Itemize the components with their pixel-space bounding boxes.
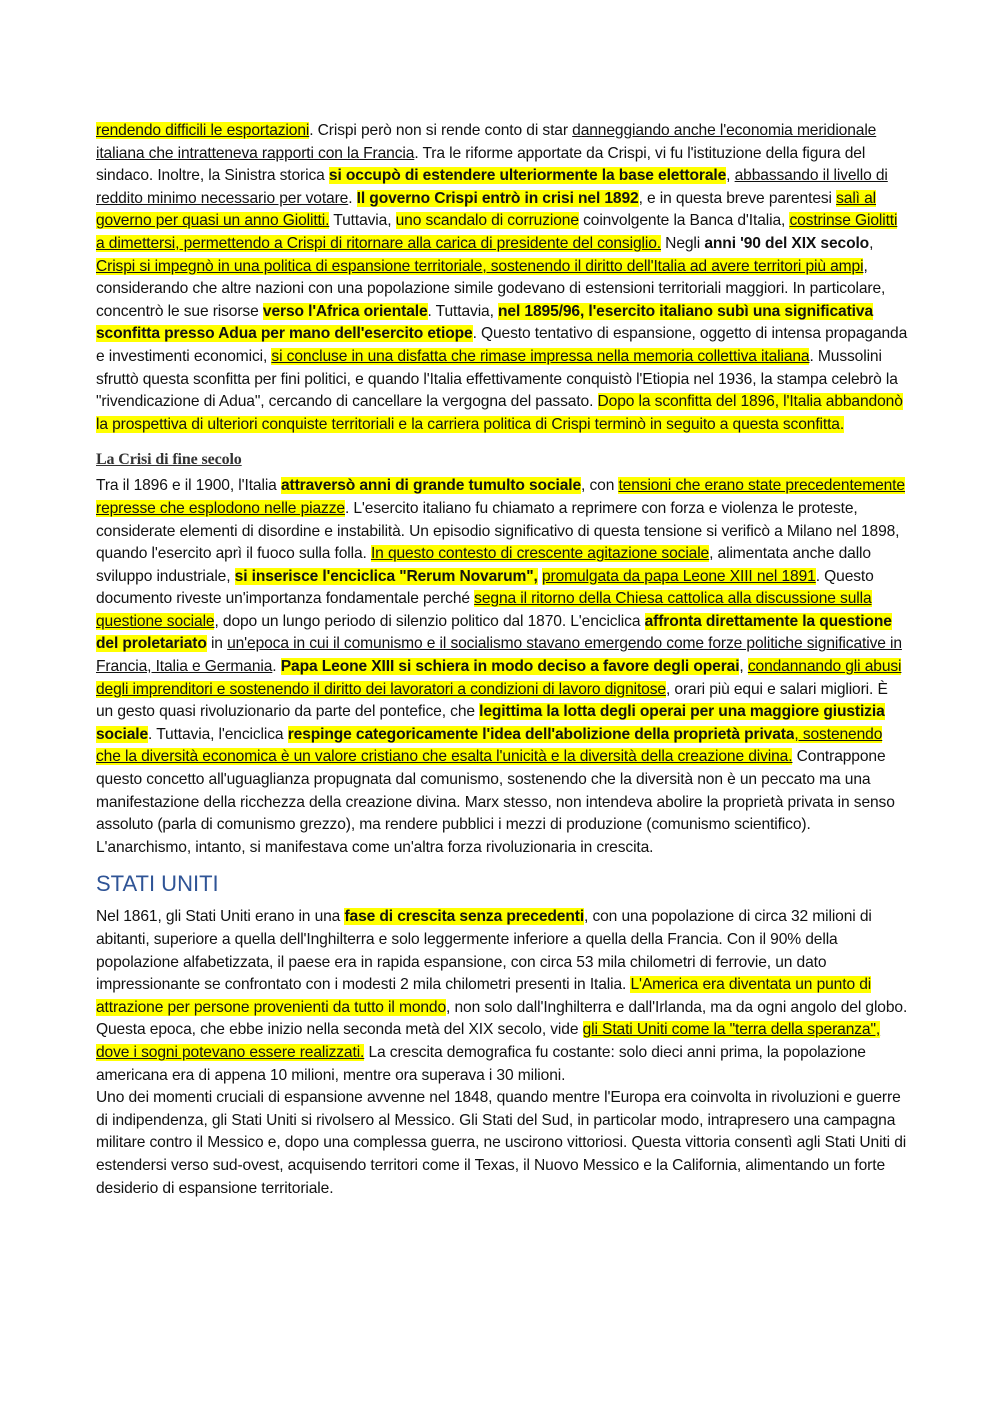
highlighted-text: promulgata da papa Leone XIII nel 1891 <box>541 567 816 585</box>
text: , considerando che altre nazioni con una popolazione simile godevano di estensioni territoriali maggiori. In particolare, concentrò le sue risorse <box>96 257 886 320</box>
text: . Mussolini sfruttò questa sconfitta per fini politici, e quando l'Italia effettivamente conquistò l'Etiopia nel 1936, la stampa celebrò la "rivendicazione di Adua", cercando di cancellare la vergogna del passato. <box>96 347 898 411</box>
text: Nel 1861, gli Stati Uniti erano in una <box>96 908 345 926</box>
highlighted-text: si concluse in una disfatta che rimase impressa nella memoria collettiva italiana <box>271 347 810 365</box>
paragraph-stati-uniti <box>96 906 908 1087</box>
highlighted-bold-text: respinge categoricamente l'idea dell'abolizione della proprietà privata <box>287 725 795 743</box>
highlighted-bold-text: si inserisce l'enciclica "Rerum Novarum", <box>234 567 538 585</box>
text: , e in questa breve parentesi <box>638 189 837 207</box>
highlighted-bold-text: affronta direttamente la questione del proletariato <box>96 612 892 653</box>
text: . Tra le riforme apportate da Crispi, vi fu l'istituzione della figura del sindaco. Inoltre, la Sinistra storica <box>96 144 866 185</box>
highlighted-text: tensioni che erano state precedentemente represse che esplodono nelle piazze <box>96 477 905 517</box>
text: . Tuttavia, <box>427 302 499 320</box>
text: Tuttavia, <box>329 212 396 230</box>
text: Contrappone questo concetto all'uguaglianza propugnata dal comunismo, sostenendo che la diversità non è un peccato ma una manifestazione della ricchezza della creazione divina. Marx stesso, non intendeva abolire la proprietà privata in senso assoluto (parla di comunismo grezzo), ma rendere pubblici i mezzi di produzione (comunismo scientifico). L'anarchismo, intanto, si manifestava come un'altra forza rivoluzionaria in crescita. <box>96 748 895 856</box>
underlined-text: danneggiando anche l'economia meridionale italiana che intratteneva rapporti con la Francia <box>96 122 877 162</box>
highlighted-text: , sostenendo che la diversità economica è un valore cristiano che esalta l'unicità e la diversità della creazione divina. <box>96 725 883 766</box>
highlighted-text: Dopo la sconfitta del 1896, l'Italia abbandonò la prospettiva di ulteriori conquiste territoriali e la carriera politica di Crispi terminò in seguito a questa sconfitta. <box>96 393 903 433</box>
highlighted-bold-text: Papa Leone XIII si schiera in modo deciso a favore degli operai <box>280 658 740 676</box>
highlighted-bold-text: attraversò anni di grande tumulto sociale <box>280 477 582 495</box>
highlighted-bold-text: legittima la lotta degli operai per una maggiore giustizia sociale <box>96 703 885 743</box>
text: Tra il 1896 e il 1900, l'Italia <box>96 477 281 495</box>
text: , <box>726 167 735 185</box>
underlined-text: un'epoca in cui il comunismo e il socialismo stavano emergendo come forze politiche significative in Francia, Italia e Germania <box>96 635 902 676</box>
text: , <box>869 234 874 252</box>
highlighted-bold-text: Il governo Crispi entrò in crisi nel 1892 <box>356 189 639 207</box>
text: , dopo un lungo periodo di silenzio politico dal 1870. L'enciclica <box>214 612 645 630</box>
text: La crescita demografica fu costante: solo dieci anni prima, la popolazione americana era di appena 10 milioni, mentre ora superava i 30 milioni. <box>96 1043 866 1084</box>
underlined-text: abbassando il livello di reddito minimo necessario per votare <box>96 167 888 207</box>
text: , con una popolazione di circa 32 milioni di abitanti, superiore a quella dell'Inghilterra e solo leggermente inferiore a quella della Francia. Con il 90% della popolazione alfabetizzata, il paese era in rapida espansione, con circa 53 mila chilometri di ferrovie, un dato impressionante se confrontato con i modesti 2 mila chilometri presenti in Italia. <box>96 908 872 994</box>
section-title-crisi: La Crisi di fine secolo <box>96 451 242 469</box>
highlighted-text: L'America era diventata un punto di attrazione per persone provenienti da tutto il mondo <box>96 976 872 1016</box>
highlighted-bold-text: verso l'Africa orientale <box>262 302 428 320</box>
highlighted-bold-text: fase di crescita senza precedenti <box>344 908 585 926</box>
text: , <box>739 658 748 676</box>
text: . L'esercito italiano fu chiamato a reprimere con forza e violenza le proteste, considerate elementi di disordine e instabilità. Un episodio significativo di questa tensione si verificò a Milano nel 1898, quando l'esercito aprì il fuoco sulla folla. <box>96 499 900 563</box>
paragraph-crisi <box>96 475 908 859</box>
text: . <box>348 189 357 207</box>
bold-text: anni '90 del XIX secolo <box>704 234 870 252</box>
text: Negli <box>660 234 705 252</box>
paragraph-messico: Uno dei momenti cruciali di espansione avvenne nel 1848, quando mentre l'Europa era coinvolta in rivoluzioni e guerre di indipendenza, gli Stati Uniti si rivolsero al Messico. Gli Stati del Sud, in particolar modo, intrapresero una campagna militare contro il Messico e, dopo una complessa guerra, ne uscirono vittoriosi. Questa vittoria consentì agli Stati Uniti di estendersi verso sud-ovest, acquisendo territori come il Texas, il Nuovo Messico e la California, alimentando un forte desiderio di espansione territoriale. <box>96 1089 907 1197</box>
text: , non solo dall'Inghilterra e dall'Irlanda, ma da ogni angolo del globo. Questa epoca, che ebbe inizio nella seconda metà del XIX secolo, vide <box>96 998 908 1039</box>
text: . Crispi però non si rende conto di star <box>309 122 573 139</box>
highlighted-text: Crispi si impegnò in una politica di espansione territoriale, sostenendo il diritto dell'Italia ad avere territori più ampi <box>96 257 864 275</box>
text: . Questo documento riveste un'importanza fondamentale perché <box>96 567 874 608</box>
text: . Questo tentativo di espansione, oggetto di intensa propaganda e investimenti economici, <box>96 325 908 365</box>
text: , con <box>581 477 619 495</box>
highlighted-text: salì al governo per quasi un anno Giolitti. <box>96 189 877 230</box>
highlighted-text: uno scandalo di corruzione <box>395 212 579 230</box>
highlighted-text: gli Stati Uniti come la "terra della speranza", dove i sogni potevano essere realizzati. <box>96 1021 881 1061</box>
text: in <box>206 635 228 653</box>
text: , alimentata anche dallo sviluppo industriale, <box>96 545 871 585</box>
highlighted-text: segna il ritorno della Chiesa cattolica alla discussione sulla questione sociale <box>96 590 872 630</box>
text: . <box>272 658 281 676</box>
text: coinvolgente la Banca d'Italia, <box>578 212 790 230</box>
highlighted-text: rendendo difficili le esportazioni <box>96 122 310 139</box>
highlighted-text: In questo contesto di crescente agitazione sociale <box>370 545 710 563</box>
document-page <box>96 120 908 1200</box>
highlighted-bold-text: nel 1895/96, l'esercito italiano subì una significativa sconfitta presso Adua per mano dell'esercito etiope <box>96 302 873 343</box>
paragraph-crispi <box>96 120 908 436</box>
text: . Tuttavia, l'enciclica <box>148 725 288 743</box>
highlighted-bold-text: si occupò di estendere ulteriormente la base elettorale <box>328 167 727 185</box>
highlighted-text: costrinse Giolitti a dimettersi, permettendo a Crispi di ritornare alla carica di presidente del consiglio. <box>96 212 898 252</box>
text: , orari più equi e salari migliori. È un gesto quasi rivoluzionario da parte del pontefice, che <box>96 680 888 721</box>
highlighted-text: condannando gli abusi degli imprenditori e sostenendo il diritto dei lavoratori a condizioni di lavoro dignitose <box>96 658 902 698</box>
heading-stati-uniti: STATI UNITI <box>96 871 219 897</box>
